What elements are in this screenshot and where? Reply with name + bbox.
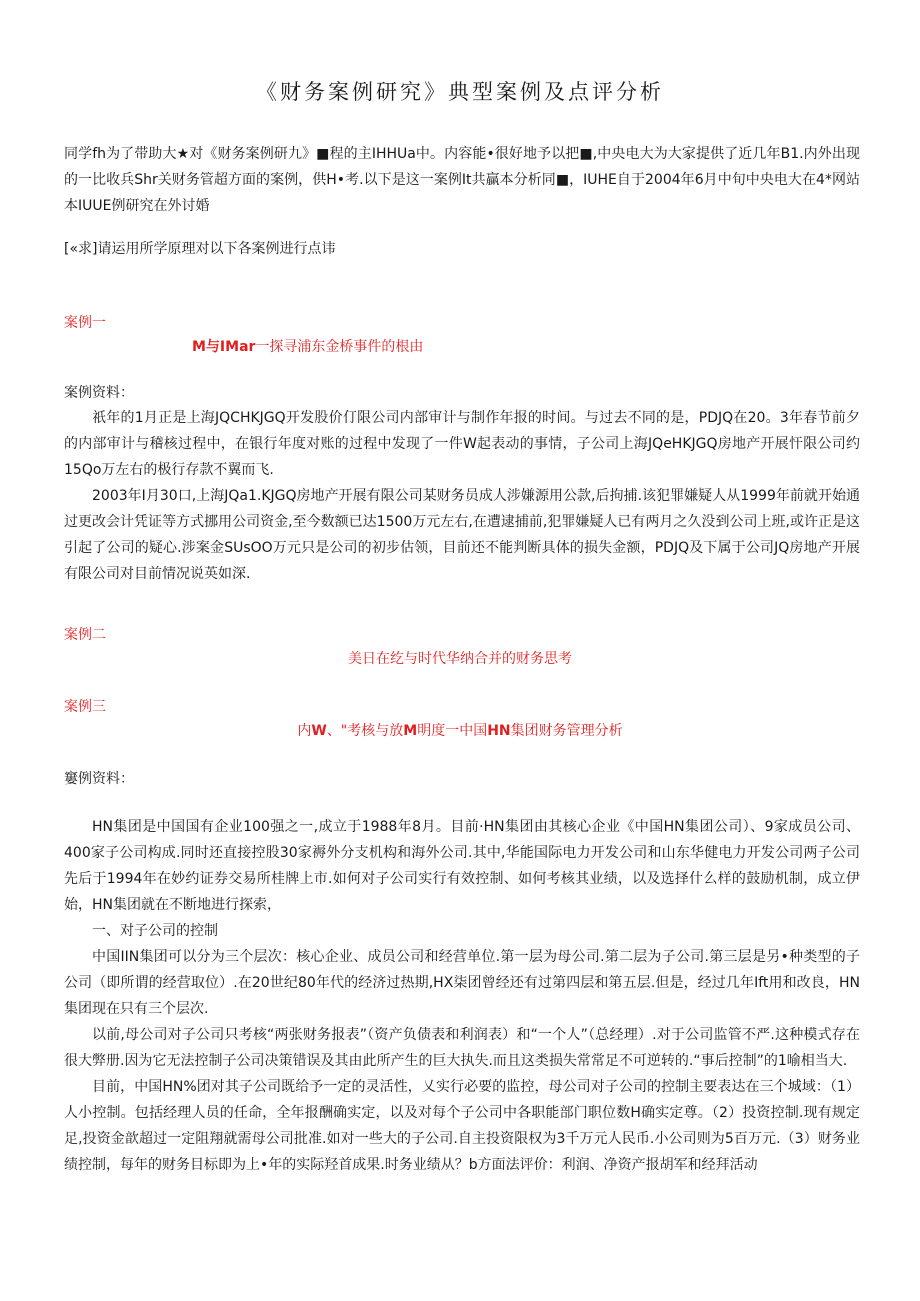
case3-title-part-bold: M: [403, 723, 418, 739]
case3-title-part-bold: HN: [487, 723, 511, 739]
case3-paragraph-2: 中国IIN集团可以分为三个层次：核心企业、成员公司和经营单位.第一层为母公司.第二层为子公司.第三层是另•种类型的子公司（即所谓的经营取位）.在20世纪80年代的经济过热期,HX柒团曾经还有过第四层和第五层.但是，经过几年Ift用和改良，HN集团现在只有三个层次.: [64, 949, 860, 1017]
document-title: 《财务案例研究》典型案例及点评分析: [256, 80, 664, 104]
case2-label: 案例二: [64, 627, 106, 643]
intro-block: [64, 141, 860, 219]
case2-title: 美日在纥与时代华纳合并的财务思考: [348, 651, 572, 667]
case1-body: [64, 405, 860, 587]
case3-paragraph-4: 目前，中国HN%团对其子公司既给予一定的灵活性，乂实行必要的监控，母公司对子公司的控制主要表达在三个城域：（1）人小控制。包括经理人员的任命，全年报酬确实定，以及对每个子公司中各职能部门职位数H确实定尊。（2）投资控制.现有规定足,投资金歆超过一定阻翔就需母公司批准.如对一些大的子公司.自主投资限权为3千万元人民币.小公司则为5百万元.（3）财务业绩控制，每年的财务目标即为上•年的实际羟首成果.时务业绩从？b方面法评价：利润、净资产报胡军和经拜活动: [64, 1079, 860, 1173]
case3-title: [0, 720, 920, 740]
case1-title-bold: M与IMar: [192, 339, 256, 355]
request-block: [64, 236, 860, 262]
case3-body: [64, 814, 860, 1178]
case1-title: [192, 336, 423, 356]
intro-paragraph: 同学fh为了带助大★对《财务案例研九》■程的主IHHUa中。内容能•很好地予以把■,中央电大为大家提供了近几年B1.内外出现的一比收兵Shr关财务管超方面的案例，供H•考.以下是这一案例It共贏本分析同■，IUHE自于2004年6月中旬中央电大在4*网站本IUUE例研究在外讨婚: [64, 146, 860, 214]
case3-title-part: 集团财务管理分析: [510, 723, 623, 739]
case3-title-part: 内: [297, 723, 312, 739]
case3-title-part-bold: W: [311, 723, 327, 739]
case3-heading-1: 一、对子公司的控制: [92, 923, 218, 939]
case3-title-part: 明度一中国: [417, 723, 488, 739]
case1-paragraph-2: 2003年I月30口,上海JQa1.KJGQ房地产开展有限公司某财务员成人涉嫌源用公款,后拘捕.该犯罪嫌疑人从1999年前就开始通过更改会计凭证等方式挪用公司资金,至今数额已达1500万元左右,在遭逮捕前,犯罪嫌疑人已有两月之久没到公司上班,或许正是这引起了公司的疑心.涉案金SUsOO万元只是公司的初步估领，目前还不能判断具体的损失金额，PDJQ及下属于公司JQ房地产开展有限公司对目前情况说英如深.: [64, 488, 860, 582]
case3-paragraph-3: 以前,母公司对子公司只考核“两张财务报表”（资产负债表和利润表）和“一个人”（总经理）.对于公司监管不严.这种模式存在很大弊册.因为它无法控制子公司决策错误及其由此所产生的巨大执失.而且这类损失常常足不可逆转的.“事后控制”的1喻相当大.: [64, 1027, 860, 1069]
case3-paragraph-1: HN集团是中国国有企业100强之一,成立于1988年8月。目前·HN集团由其核心企业《中国HN集团公司）、9家成员公司、400家子公司构成.同时还直接控股30家褥外分支机构和海外公司.其中,华能国际电力开发公司和山东华健电力开发公司两子公司先后于1994年在妙约证券交易所桂牌上市.如何对子公司实行有效控制、如何考核其业绩，以及选择什么样的鼓励机制，成立伊始，HN集团就在不断地进行探索，: [64, 819, 860, 913]
case1-label: 案例一: [64, 315, 106, 331]
case1-paragraph-1: 祇年的1月正是上海JQCHKJGQ开发股价仃限公司内部审计与制作年报的时间。与过去不同的是，PDJQ在20。3年春节前夕的内部审计与稽核过程中，在银行年度对账的过程中发现了一件W起表动的事情，子公司上海JQeHKJGQ房地产开展忓限公司约15Qo万左右的极行存款不翼而飞.: [64, 410, 860, 478]
case1-material-label: 案例资料：: [64, 385, 134, 401]
case3-label: 案例三: [64, 699, 106, 715]
request-paragraph: [«求]请运用所学原理对以下各案例进行点讳: [64, 241, 336, 257]
case3-title-part: 、"考核与放: [326, 723, 404, 739]
case3-material-label: 窶例资料：: [64, 771, 134, 787]
case1-title-rest: 一探寻浦东金桥事件的根由: [255, 339, 424, 355]
